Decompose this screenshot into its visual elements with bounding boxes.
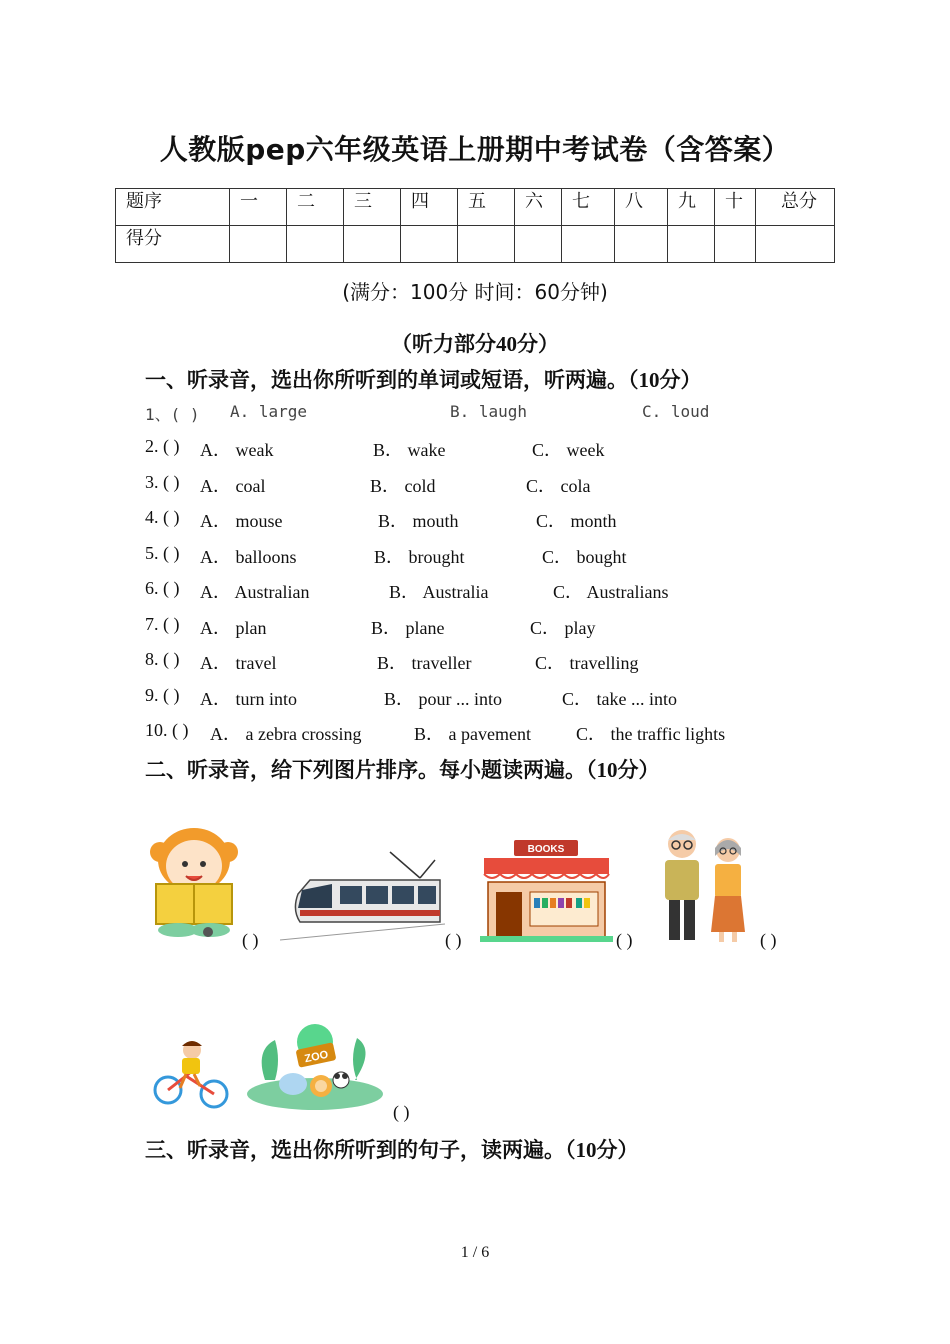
score-cell[interactable] bbox=[668, 226, 715, 263]
header-cell: 七 bbox=[562, 189, 615, 226]
option-b: B． a pavement bbox=[414, 724, 531, 744]
question-number: 3. ( ) bbox=[145, 472, 180, 492]
header-cell: 八 bbox=[615, 189, 668, 226]
option-c: C． cola bbox=[526, 476, 591, 496]
option-a: A． mouse bbox=[200, 511, 283, 531]
option-a: A. large bbox=[230, 402, 308, 421]
header-cell: 三 bbox=[344, 189, 401, 226]
question-number: 6. ( ) bbox=[145, 578, 180, 598]
grandparents-picture bbox=[655, 828, 750, 946]
option-b: B． wake bbox=[373, 440, 446, 460]
header-cell: 题序 bbox=[116, 189, 230, 226]
option-c: C． Australians bbox=[553, 582, 669, 602]
score-cell[interactable] bbox=[756, 226, 835, 263]
exam-title: 人教版pep六年级英语上册期中考试卷（含答案） bbox=[159, 133, 791, 166]
option-c: C． week bbox=[532, 440, 605, 460]
option-b: B． plane bbox=[371, 618, 445, 638]
option-b: B． traveller bbox=[377, 653, 472, 673]
section1-title: 一、听录音，选出你所听到的单词或短语，听两遍。（10分） bbox=[145, 368, 702, 392]
score-table-header-row bbox=[116, 189, 835, 226]
score-table bbox=[115, 188, 835, 263]
option-a: A． weak bbox=[200, 440, 274, 460]
header-cell: 二 bbox=[287, 189, 344, 226]
header-cell: 五 bbox=[458, 189, 515, 226]
answer-paren[interactable]: ( ) bbox=[616, 930, 633, 950]
option-c: C． travelling bbox=[535, 653, 639, 673]
header-cell: 四 bbox=[401, 189, 458, 226]
header-cell: 十 bbox=[715, 189, 756, 226]
option-b: B. laugh bbox=[450, 402, 528, 421]
option-a: A． coal bbox=[200, 476, 266, 496]
score-cell[interactable] bbox=[562, 226, 615, 263]
option-a: A． a zebra crossing bbox=[210, 724, 362, 744]
question-number: 10. ( ) bbox=[145, 720, 189, 740]
score-cell[interactable] bbox=[458, 226, 515, 263]
score-cell[interactable] bbox=[287, 226, 344, 263]
answer-paren[interactable]: ( ) bbox=[760, 930, 777, 950]
score-cell[interactable] bbox=[401, 226, 458, 263]
option-c: C． the traffic lights bbox=[576, 724, 726, 744]
score-cell[interactable] bbox=[230, 226, 287, 263]
question-number: 2. ( ) bbox=[145, 436, 180, 456]
answer-paren[interactable]: ( ) bbox=[393, 1102, 410, 1122]
girl-reading-picture bbox=[148, 822, 240, 940]
score-cell[interactable] bbox=[344, 226, 401, 263]
option-b: B． Australia bbox=[389, 582, 489, 602]
full-mark-time: (满分：100分 时间：60分钟) bbox=[342, 280, 608, 304]
option-a: A． balloons bbox=[200, 547, 297, 567]
option-c: C. loud bbox=[642, 402, 710, 421]
bookshop-sign-text: BOOKS bbox=[527, 844, 565, 855]
header-cell: 一 bbox=[230, 189, 287, 226]
score-cell[interactable] bbox=[615, 226, 668, 263]
question-number: 8. ( ) bbox=[145, 649, 180, 669]
question-number: 9. ( ) bbox=[145, 685, 180, 705]
answer-paren[interactable]: ( ) bbox=[445, 930, 462, 950]
question-number: 5. ( ) bbox=[145, 543, 180, 563]
question-number: 1、( ) bbox=[145, 405, 200, 424]
option-c: C． play bbox=[530, 618, 596, 638]
option-b: B． pour ... into bbox=[384, 689, 503, 709]
zoo-sign-text: ZOO bbox=[303, 1048, 330, 1066]
option-c: C． month bbox=[536, 511, 617, 531]
option-b: B． mouth bbox=[378, 511, 459, 531]
score-cell[interactable] bbox=[515, 226, 562, 263]
score-cell[interactable] bbox=[715, 226, 756, 263]
section2-title: 二、听录音，给下列图片排序。每小题读两遍。（10分） bbox=[145, 758, 660, 782]
question-number: 7. ( ) bbox=[145, 614, 180, 634]
header-cell: 九 bbox=[668, 189, 715, 226]
train-picture bbox=[280, 850, 445, 942]
score-table-score-row bbox=[116, 226, 835, 263]
listening-part-heading: （听力部分40分） bbox=[391, 332, 559, 356]
header-cell: 总分 bbox=[756, 189, 835, 226]
option-c: C． bought bbox=[542, 547, 627, 567]
score-row-label: 得分 bbox=[116, 226, 230, 263]
question-number: 4. ( ) bbox=[145, 507, 180, 527]
zoo-picture bbox=[245, 1020, 385, 1112]
option-a: A． plan bbox=[200, 618, 267, 638]
option-b: B． cold bbox=[370, 476, 436, 496]
option-a: A． turn into bbox=[200, 689, 297, 709]
answer-paren[interactable]: ( ) bbox=[242, 930, 259, 950]
option-a: A． travel bbox=[200, 653, 277, 673]
section3-title: 三、听录音，选出你所听到的句子，读两遍。（10分） bbox=[145, 1138, 639, 1162]
kid-cycling-picture bbox=[152, 1038, 232, 1112]
option-b: B． brought bbox=[374, 547, 465, 567]
page-number: 1 / 6 bbox=[460, 1244, 490, 1261]
option-a: A． Australian bbox=[200, 582, 310, 602]
option-c: C． take ... into bbox=[562, 689, 677, 709]
bookshop-picture bbox=[480, 836, 613, 942]
header-cell: 六 bbox=[515, 189, 562, 226]
